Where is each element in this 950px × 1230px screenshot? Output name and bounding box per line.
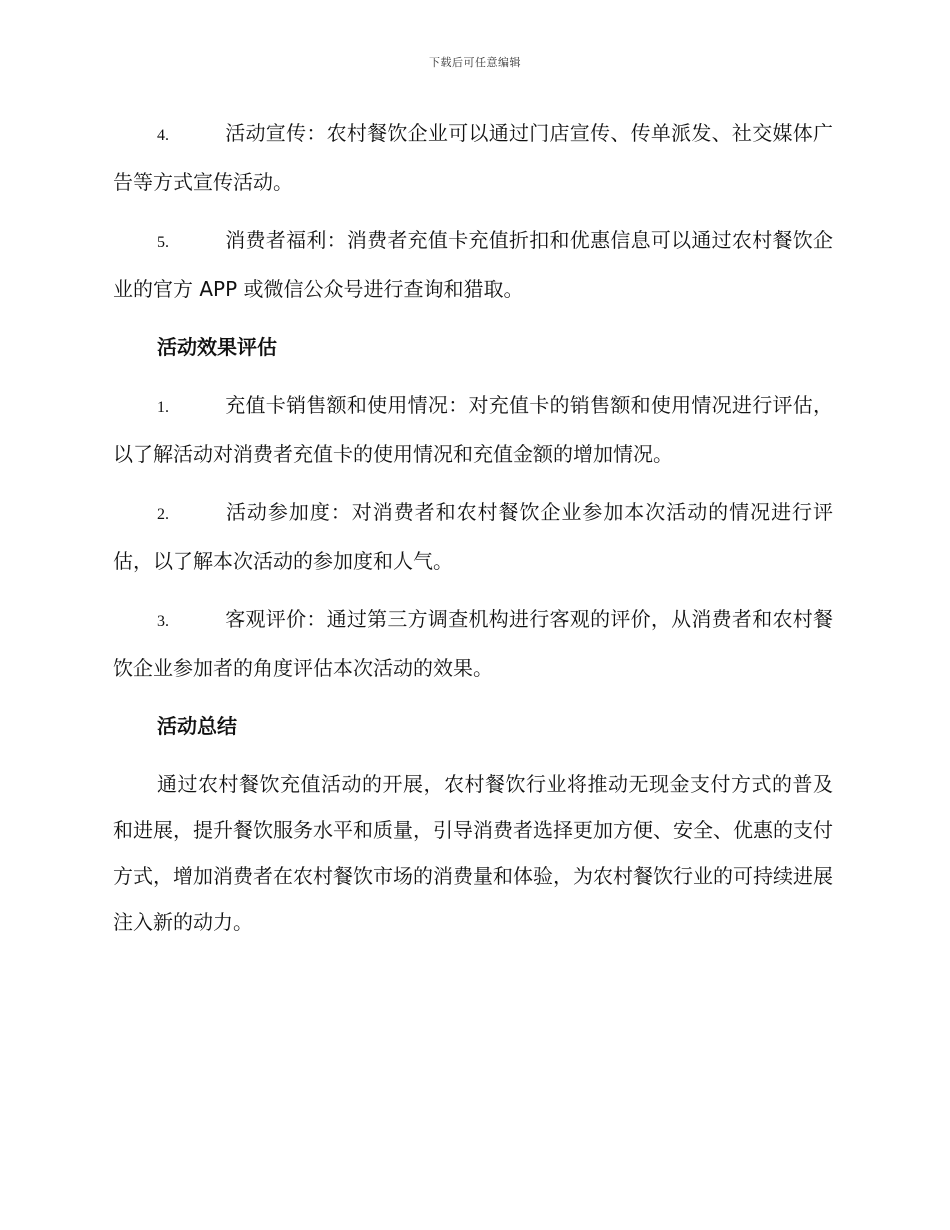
- list-item-evaluation-2: [113, 489, 833, 584]
- section-heading-evaluation: 活动效果评估: [157, 335, 277, 359]
- list-item-number: 5.: [157, 234, 169, 251]
- page-header-note: 下载后可任意编辑: [429, 56, 521, 69]
- list-item-consumer-benefit-5: [113, 217, 833, 312]
- list-item-text: 活动宣传：农村餐饮企业可以通过门店宣传、传单派发、社交媒体广告等方式宣传活动。: [113, 121, 833, 194]
- list-item-text: 客观评价：通过第三方调查机构进行客观的评价，从消费者和农村餐饮企业参加者的角度评估本次活动的效果。: [113, 607, 833, 680]
- list-item-promotion-4: [113, 110, 833, 205]
- list-item-evaluation-3: [113, 596, 833, 691]
- list-item-number: 2.: [157, 506, 169, 523]
- summary-paragraph: 通过农村餐饮充值活动的开展，农村餐饮行业将推动无现金支付方式的普及和进展，提升餐饮服务水平和质量，引导消费者选择更加方便、安全、优惠的支付方式，增加消费者在农村餐饮市场的消费量和体验，为农村餐饮行业的可持续进展注入新的动力。: [113, 772, 833, 934]
- list-item-text: 消费者福利：消费者充值卡充值折扣和优惠信息可以通过农村餐饮企业的官方 APP 或微信公众号进行查询和猎取。: [113, 228, 833, 301]
- list-item-number: 1.: [157, 399, 169, 416]
- document-body: [113, 110, 833, 945]
- list-item-text: 活动参加度：对消费者和农村餐饮企业参加本次活动的情况进行评估，以了解本次活动的参加度和人气。: [113, 500, 833, 573]
- list-item-number: 3.: [157, 613, 169, 630]
- list-item-evaluation-1: [113, 382, 833, 477]
- list-item-text: 充值卡销售额和使用情况：对充值卡的销售额和使用情况进行评估，以了解活动对消费者充值卡的使用情况和充值金额的增加情况。: [113, 393, 833, 466]
- section-heading-summary: 活动总结: [157, 714, 237, 738]
- list-item-number: 4.: [157, 127, 169, 144]
